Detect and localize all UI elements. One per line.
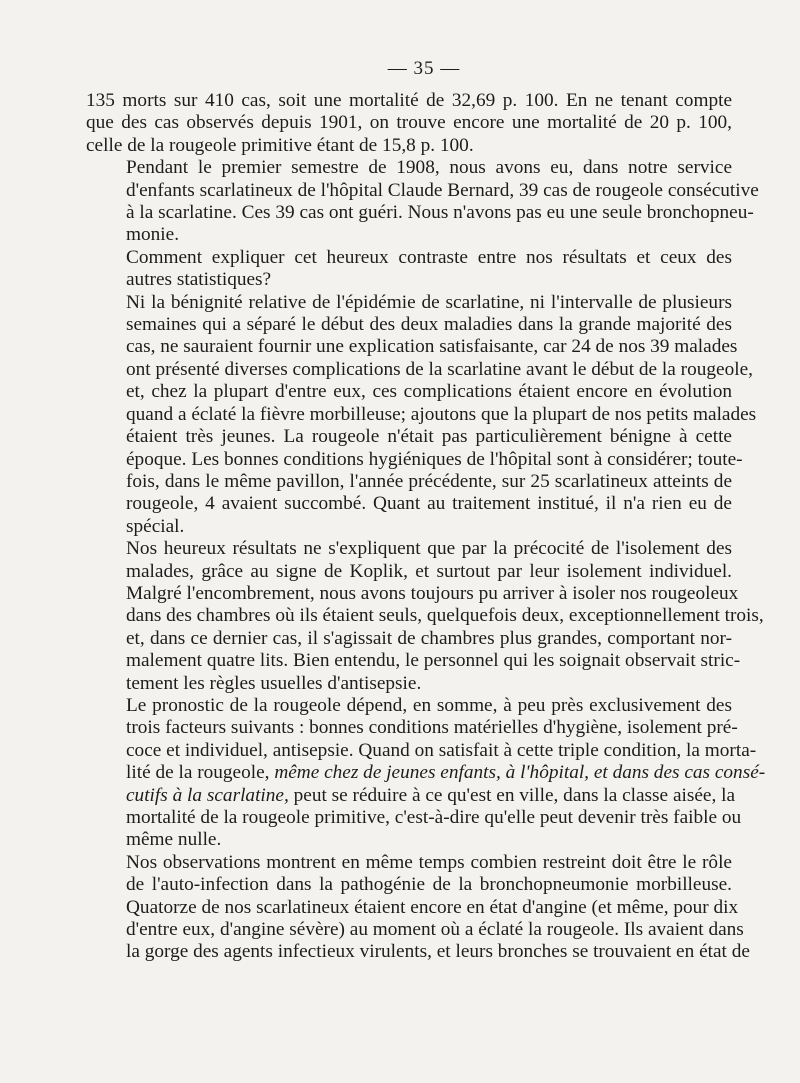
text-line: Comment expliquer cet heureux contraste entre nos résultats et ceux des: [126, 246, 732, 268]
text-line: et, dans ce dernier cas, il s'agissait de chambres plus grandes, comportant nor-: [126, 627, 732, 649]
text-line: Quatorze de nos scarlatineux étaient encore en état d'angine (et même, pour dix: [126, 896, 739, 918]
paragraph-5: [86, 538, 764, 695]
text-line: Malgré l'encombrement, nous avons toujours pu arriver à isoler nos rougeoleux: [126, 582, 739, 604]
text-line: autres statistiques?: [126, 269, 272, 291]
paragraph-1: [86, 90, 732, 157]
text-line: Pendant le premier semestre de 1908, nous avons eu, dans notre service: [126, 157, 732, 179]
text-line: Nos observations montrent en même temps combien restreint doit être le rôle: [126, 851, 732, 873]
text-line: spécial.: [126, 515, 185, 537]
paragraph-6: [86, 694, 766, 852]
text-line-with-italic: [86, 784, 736, 807]
text-line: époque. Les bonnes conditions hygiéniques de l'hôpital sont à considérer; toute-: [126, 448, 743, 470]
text-run: lité de la rougeole,: [126, 762, 275, 784]
text-line: malades, grâce au signe de Koplik, et surtout par leur isolement individuel.: [126, 560, 732, 582]
italic-run: cutifs à la scarlatine,: [126, 784, 289, 806]
page-number: — 35 —: [387, 58, 461, 79]
text-line: et, chez la plupart d'entre eux, ces complications étaient encore en évolution: [126, 381, 732, 403]
text-line: même nulle.: [126, 829, 222, 851]
text-line: cas, ne sauraient fournir une explication satisfaisante, car 24 de nos 39 malades: [126, 336, 738, 358]
paragraph-3: [86, 247, 732, 292]
text-line: semaines qui a séparé le début des deux maladies dans la grande majorité des: [126, 314, 732, 336]
text-line: mortalité de la rougeole primitive, c'est-à-dire qu'elle peut devenir très faible ou: [126, 807, 742, 828]
text-line: fois, dans le même pavillon, l'année précédente, sur 25 scarlatineux atteints de: [126, 470, 732, 492]
text-line: rougeole, 4 avaient succombé. Quant au traitement institué, il n'a rien eu de: [126, 493, 732, 515]
text-line: ont présenté diverses complications de la scarlatine avant le début de la rougeole,: [126, 358, 753, 380]
text-line: d'enfants scarlatineux de l'hôpital Claude Bernard, 39 cas de rougeole consécutive: [126, 179, 759, 201]
text-line: coce et individuel, antisepsie. Quand on satisfait à cette triple condition, la morta-: [126, 739, 757, 761]
italic-run: même chez de jeunes enfants, à l'hôpital, et dans des cas consé-: [274, 762, 766, 784]
text-line: monie.: [126, 224, 180, 246]
text-line: quand a éclaté la fièvre morbilleuse; ajoutons que la plupart de nos petits malades: [126, 403, 757, 425]
text-line: celle de la rougeole primitive étant de 15,8 p. 100.: [86, 134, 474, 156]
text-line: tement les règles usuelles d'antisepsie.: [126, 672, 422, 694]
paragraph-2: [86, 157, 759, 247]
text-line: trois facteurs suivants : bonnes conditions matérielles d'hygiène, isolement pré-: [126, 717, 738, 739]
text-line: à la scarlatine. Ces 39 cas ont guéri. Nous n'avons pas eu une seule bronchopneu-: [126, 202, 754, 224]
text-run: peut se réduire à ce qu'est en ville, dans la classe aisée, la: [288, 784, 736, 806]
text-line: que des cas observés depuis 1901, on trouve encore une mortalité de 20 p. 100,: [86, 112, 732, 134]
text-line: d'entre eux, d'angine sévère) au moment où a éclaté la rougeole. Ils avaient dans: [126, 919, 744, 941]
text-line: Le pronostic de la rougeole dépend, en somme, à peu près exclusivement des: [126, 694, 732, 716]
paragraph-7: [86, 851, 750, 964]
text-line: étaient très jeunes. La rougeole n'était pas particulièrement bénigne à cette: [126, 426, 732, 448]
text-line: la gorge des agents infectieux virulents, et leurs bronches se trouvaient en état de: [126, 941, 750, 963]
text-line: 135 morts sur 410 cas, soit une mortalité de 32,69 p. 100. En ne tenant compte: [86, 90, 732, 111]
text-line: dans des chambres où ils étaient seuls, quelquefois deux, exceptionnellement trois,: [126, 605, 764, 627]
paragraph-4: [86, 291, 757, 538]
text-line-with-italic: [86, 762, 766, 784]
text-line: Ni la bénignité relative de l'épidémie de scarlatine, ni l'intervalle de plusieurs: [126, 291, 732, 313]
text-line: de l'auto-infection dans la pathogénie de la bronchopneumonie morbilleuse.: [126, 874, 732, 896]
text-line: Nos heureux résultats ne s'expliquent que par la précocité de l'isolement des: [126, 538, 732, 560]
text-line: malement quatre lits. Bien entendu, le personnel qui les soignait observait stric-: [126, 650, 741, 672]
